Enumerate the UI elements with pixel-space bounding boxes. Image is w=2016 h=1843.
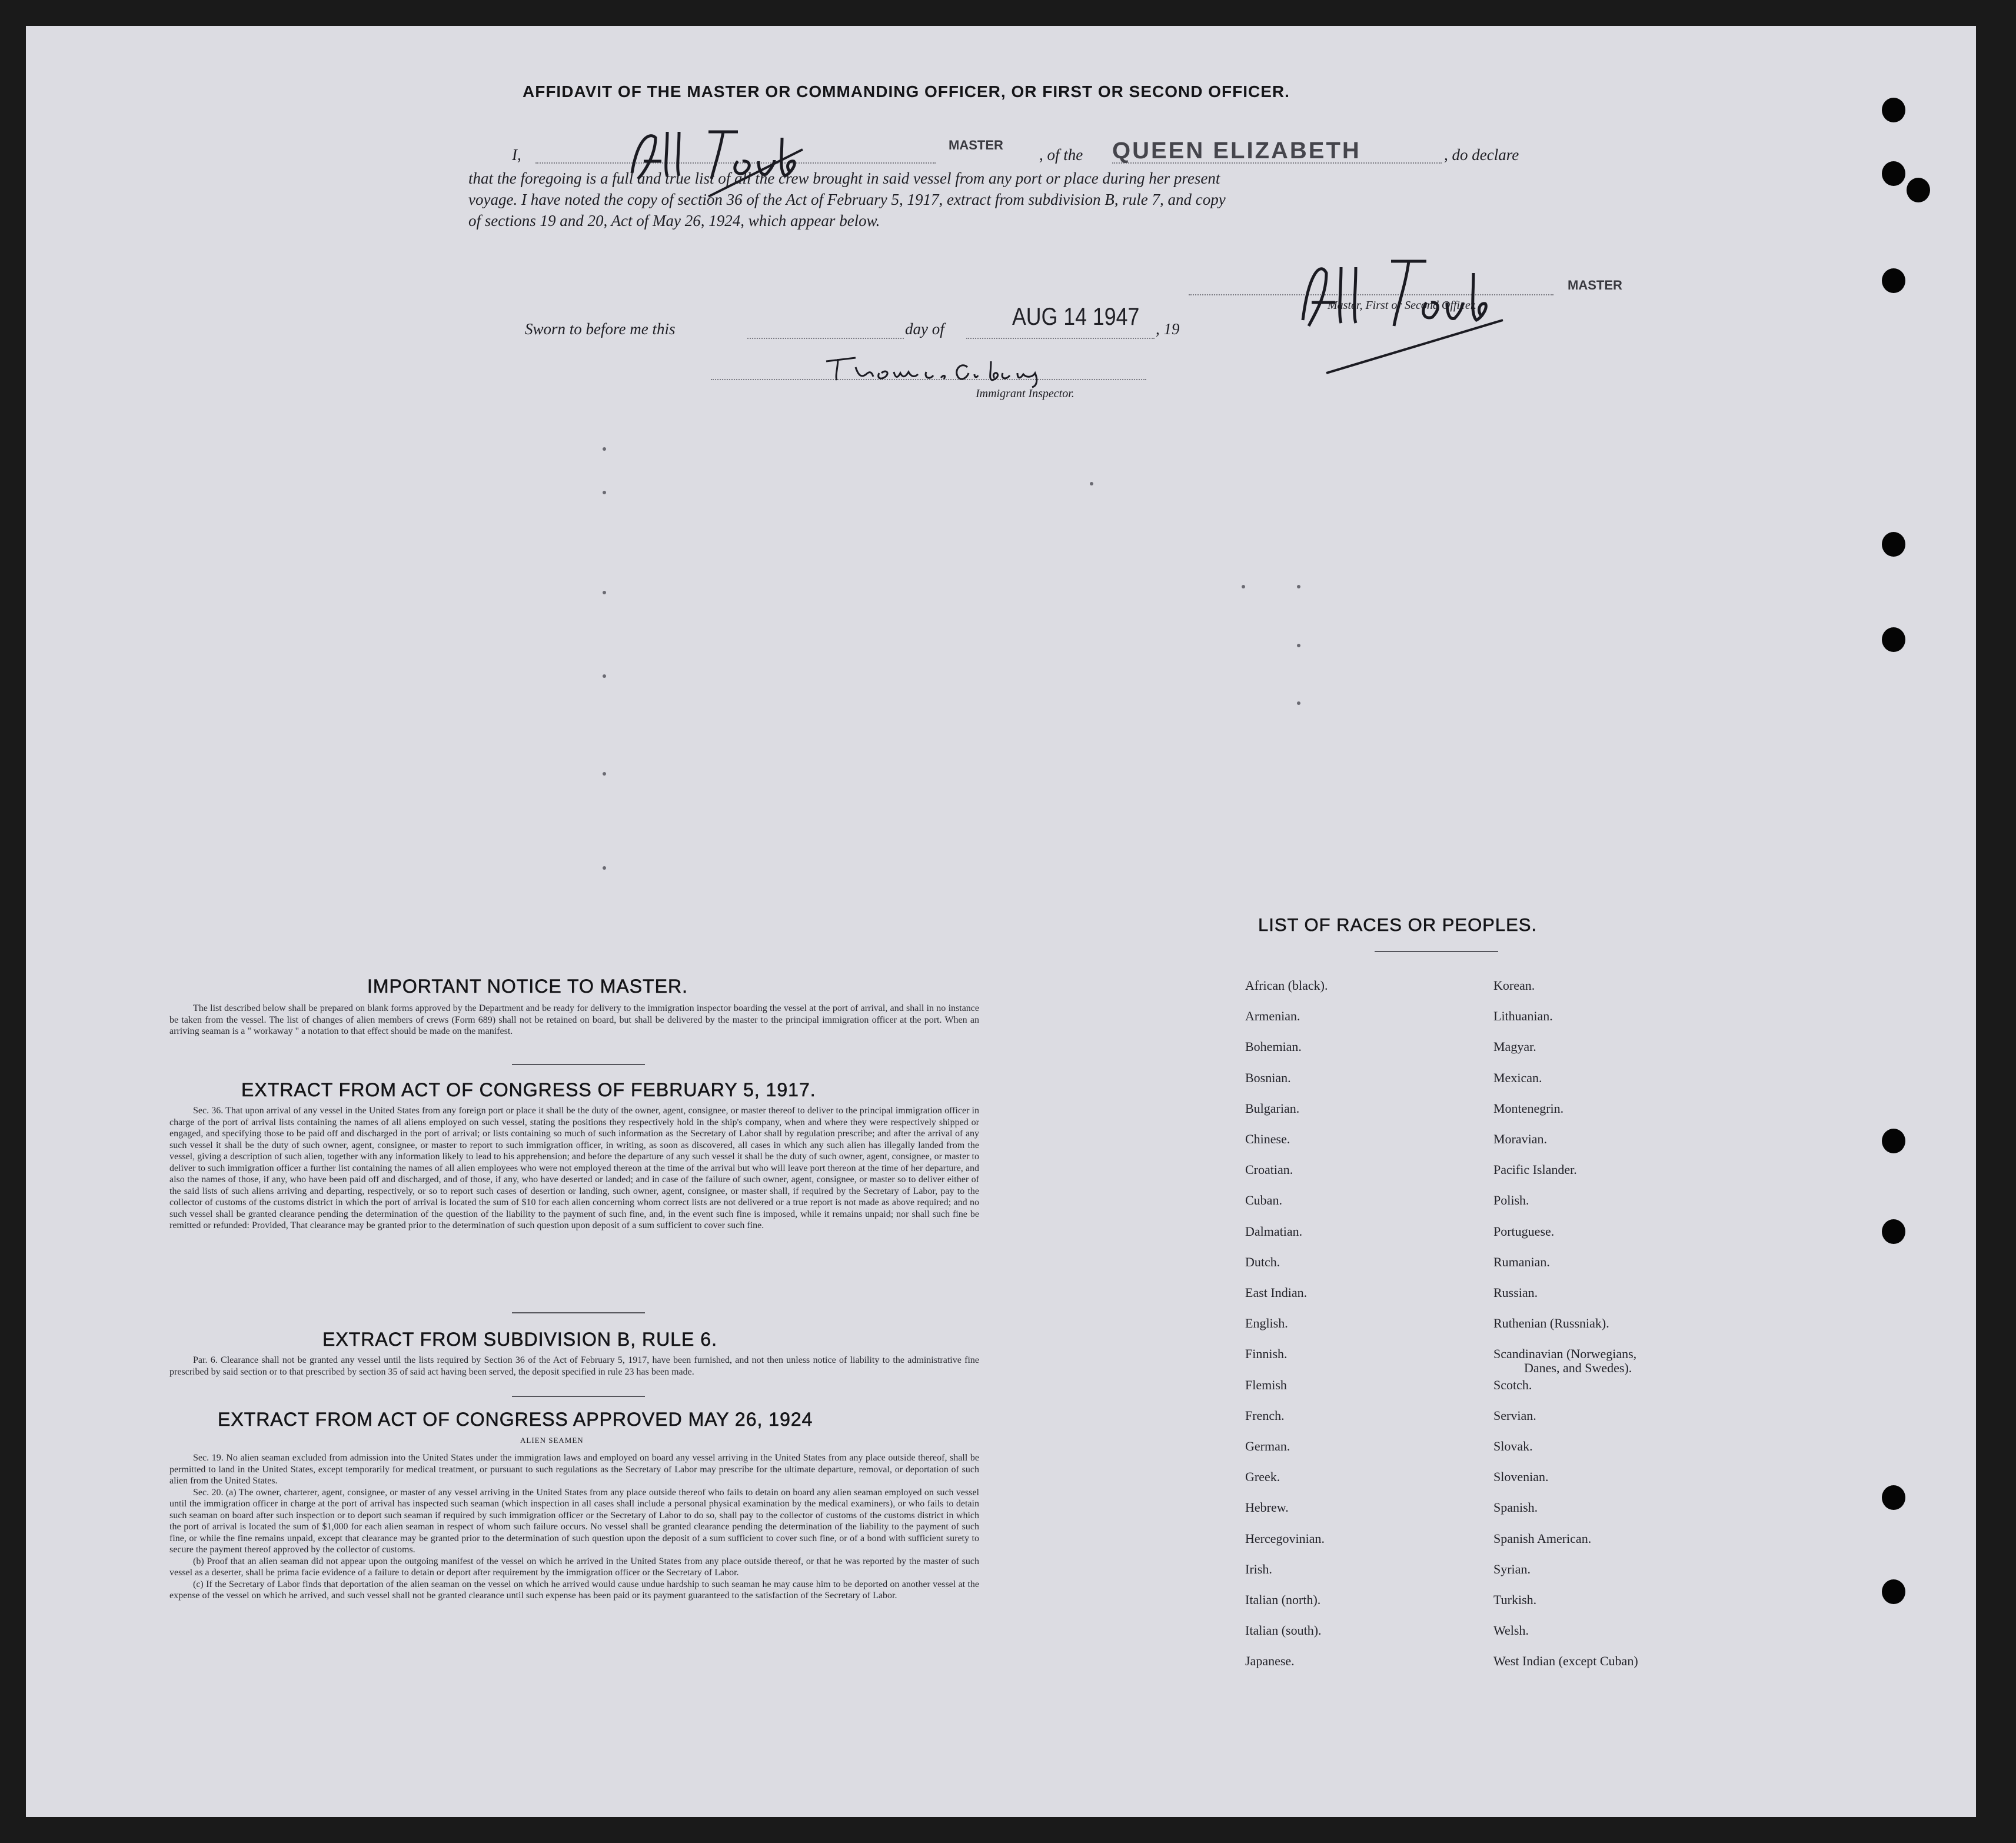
race-item: Servian. bbox=[1493, 1408, 1536, 1423]
punch-hole bbox=[1882, 1485, 1905, 1510]
race-item: Scotch. bbox=[1493, 1377, 1532, 1392]
race-item: Spanish. bbox=[1493, 1500, 1538, 1515]
race-item: Bosnian. bbox=[1245, 1070, 1291, 1085]
race-item: Dalmatian. bbox=[1245, 1223, 1303, 1239]
extract-1924-heading: EXTRACT FROM ACT OF CONGRESS APPROVED MAY 26, 1924 bbox=[218, 1409, 813, 1430]
race-item: German. bbox=[1245, 1439, 1290, 1453]
notice-heading: IMPORTANT NOTICE TO MASTER. bbox=[367, 976, 688, 997]
race-item: Hebrew. bbox=[1245, 1500, 1289, 1515]
document-page bbox=[26, 26, 1976, 1817]
extract-1917-heading: EXTRACT FROM ACT OF CONGRESS OF FEBRUARY 5, 1917. bbox=[241, 1079, 816, 1100]
bleed-mark bbox=[603, 772, 606, 776]
notice-text: The list described below shall be prepared on blank forms approved by the Department and be ready for delivery to the immigration inspector boarding the vessel at the port of arrival, and shall in no instance be taken from the vessel. The list of changes of alien members of crews (Form 689) shall not be retained on board, but shall be delivered by the master to the principal immigration officer at the port. When an arriving seaman is a " workaway " a notation to that effect should be made on the manifest. bbox=[169, 1003, 979, 1036]
race-item: Croatian. bbox=[1245, 1162, 1293, 1177]
punch-hole bbox=[1882, 161, 1905, 186]
vessel-name-stamp: QUEEN ELIZABETH bbox=[1112, 138, 1361, 164]
punch-hole bbox=[1882, 98, 1905, 122]
alien-seamen-subheading: ALIEN SEAMEN bbox=[520, 1436, 584, 1445]
affidavit-line-3: voyage. I have noted the copy of section 36 of the Act of February 5, 1917, extract from subdivision B, rule 7, and copy bbox=[468, 191, 1226, 208]
race-item: Polish. bbox=[1493, 1193, 1529, 1208]
punch-hole bbox=[1882, 1219, 1905, 1244]
officer-caption: Master, First or Second Officer. bbox=[1328, 299, 1477, 312]
affidavit-i: I, bbox=[512, 146, 521, 164]
race-item: West Indian (except Cuban) bbox=[1493, 1654, 1638, 1669]
race-item: Turkish. bbox=[1493, 1592, 1537, 1607]
race-item: Dutch. bbox=[1245, 1254, 1280, 1269]
sworn-month-line bbox=[966, 338, 1155, 339]
bleed-mark bbox=[1242, 585, 1245, 588]
punch-hole bbox=[1907, 178, 1930, 202]
extract-1924-body bbox=[169, 1452, 979, 1602]
race-item: Magyar. bbox=[1493, 1039, 1536, 1054]
bleed-mark bbox=[603, 491, 606, 494]
race-item: Slovenian. bbox=[1493, 1469, 1549, 1485]
divider bbox=[512, 1064, 645, 1065]
race-item: Rumanian. bbox=[1493, 1254, 1550, 1269]
race-item: Bohemian. bbox=[1245, 1039, 1302, 1054]
race-item: French. bbox=[1245, 1408, 1285, 1423]
master-signature-2 bbox=[1279, 238, 1526, 391]
divider bbox=[512, 1396, 645, 1397]
affidavit-line-2: that the foregoing is a full and true list of all the crew brought in said vessel from any port or place during her present bbox=[468, 169, 1220, 187]
affidavit-heading: AFFIDAVIT OF THE MASTER OR COMMANDING OFFICER, OR FIRST OR SECOND OFFICER. bbox=[523, 82, 1290, 101]
punch-hole bbox=[1882, 1129, 1905, 1153]
of-the-text: , of the bbox=[1039, 146, 1083, 164]
race-item: Armenian. bbox=[1245, 1009, 1300, 1024]
section-20b: (b) Proof that an alien seaman did not appear upon the outgoing manifest of the vessel on which he arrived in the United States from any place outside thereof, or that he was reported by the master of such vessel as a deserter, shall be prima facie evidence of a failure to detain or deport after requirement by the immigration officer or the Secretary of Labor. bbox=[169, 1556, 979, 1578]
rule6-heading: EXTRACT FROM SUBDIVISION B, RULE 6. bbox=[322, 1329, 717, 1350]
bleed-mark bbox=[1297, 585, 1300, 588]
race-item: Irish. bbox=[1245, 1561, 1272, 1576]
extract-1917-text: Sec. 36. That upon arrival of any vessel in the United States from any foreign port or place it shall be the duty of the owner, agent, consignee, or master thereof to deliver to the principal immigration officer in charge of the port of arrival lists containing the names of all aliens employed on such vessel, stating the positions they respectively hold in the ship's company, when and where they were respectively shipped or engaged, and specifying those to be paid off and discharged in the port of arrival; or lists containing so much of such information as the Secretary of Labor shall by regulation prescribe; and after the arrival of any such vessel it shall be the duty of such owner, agent, consignee, or master to report to such immigration officer, in writing, as soon as discovered, all cases in which any such alien has illegally landed from the vessel, giving a description of such alien, together with any information likely to lead to his apprehension; and before the departure of any such vessel it shall be the duty of such owner, agent, consignee, or master to deliver to such immigration officer a further list containing the names of all alien employees who were not employed thereon at the time of the arrival but who will leave port thereon at the time of her departure, and also the names of those, if any, who have been paid off and discharged, and of those, if any, who have deserted or landed; and in case of the failure of such owner, agent, consignee, or master so to deliver either of the said lists of such aliens arriving and departing, respectively, or so to report such cases of desertion or landing, such owner, agent, consignee, or master shall, if required by the Secretary of Labor, pay to the collector of customs of the customs district in which the port of arrival is located the sum of $10 for each alien concerning whom correct lists are not delivered or a true report is not made as above required; and no such vessel shall be granted clearance pending the determination of the question of the liability to the payment of such fine, and, in the event such fine is imposed, while it remains unpaid; nor shall such fine be remitted or refunded: Provided, That clearance may be granted prior to the determination of such question upon deposit of a sum sufficient to cover such fine. bbox=[169, 1106, 979, 1230]
divider bbox=[512, 1312, 645, 1313]
race-item: Cuban. bbox=[1245, 1193, 1282, 1208]
do-declare-text: , do declare bbox=[1444, 146, 1519, 164]
race-item: Montenegrin. bbox=[1493, 1100, 1564, 1116]
race-item: Hercegovinian. bbox=[1245, 1531, 1325, 1546]
race-item: Japanese. bbox=[1245, 1654, 1295, 1669]
bleed-mark bbox=[1297, 644, 1300, 647]
master-stamp: MASTER bbox=[949, 138, 1003, 152]
master-stamp-2: MASTER bbox=[1568, 278, 1622, 292]
race-item: Bulgarian. bbox=[1245, 1100, 1300, 1116]
day-of-text: day of bbox=[905, 320, 944, 338]
inspector-signature bbox=[820, 344, 1103, 391]
race-item: Pacific Islander. bbox=[1493, 1162, 1577, 1177]
race-item: African (black). bbox=[1245, 978, 1328, 993]
race-item: Spanish American. bbox=[1493, 1531, 1592, 1546]
race-item: Syrian. bbox=[1493, 1561, 1531, 1576]
affidavit-line-4: of sections 19 and 20, Act of May 26, 1924, which appear below. bbox=[468, 212, 880, 229]
race-item: Moravian. bbox=[1493, 1132, 1548, 1146]
punch-hole bbox=[1882, 1579, 1905, 1604]
race-item: Italian (south). bbox=[1245, 1623, 1322, 1638]
race-item: Korean. bbox=[1493, 978, 1535, 993]
race-item: East Indian. bbox=[1245, 1285, 1308, 1300]
bleed-mark bbox=[1297, 701, 1300, 705]
inspector-caption: Immigrant Inspector. bbox=[976, 387, 1074, 400]
bleed-mark bbox=[603, 447, 606, 451]
sworn-prefix: Sworn to before me this bbox=[525, 320, 676, 338]
race-item: Italian (north). bbox=[1245, 1592, 1321, 1607]
divider bbox=[1375, 951, 1498, 952]
punch-hole bbox=[1882, 627, 1905, 652]
bleed-mark bbox=[1090, 482, 1093, 485]
race-item: Ruthenian (Russniak). bbox=[1493, 1316, 1609, 1331]
sworn-day-line bbox=[747, 338, 904, 339]
section-19: Sec. 19. No alien seaman excluded from admission into the United States under the immigration laws and employed on board any vessel arriving in the United States from any place outside thereof, shall be permitted to land in the United States, except temporarily for medical treatment, or pursuant to such regulations as the Secretary of Labor may prescribe for the ultimate departure, removal, or deportation of such alien from the United States. bbox=[169, 1453, 979, 1486]
rule6-text: Par. 6. Clearance shall not be granted any vessel until the lists required by Section 36 of the Act of February 5, 1917, have been furnished, and not then unless notice of liability to the administrative fine prescribed by said section or to that prescribed by section 35 of said act having been served, the deposit specified in rule 23 has been made. bbox=[169, 1355, 979, 1377]
race-item: Chinese. bbox=[1245, 1132, 1290, 1146]
race-item: Lithuanian. bbox=[1493, 1009, 1553, 1024]
race-item: Russian. bbox=[1493, 1285, 1538, 1300]
year-prefix: , 19 bbox=[1156, 320, 1180, 338]
punch-hole bbox=[1882, 268, 1905, 293]
bleed-mark bbox=[603, 591, 606, 594]
race-item: Mexican. bbox=[1493, 1070, 1542, 1085]
section-20c: (c) If the Secretary of Labor finds that deportation of the alien seaman on the vessel on which he arrived would cause undue hardship to such seaman he may cause him to be deported on another vessel at the expense of the vessel on which he arrived, and such vessel shall not be granted clearance until such expense has been paid or its payment guaranteed to the satisfaction of the Secretary of Labor. bbox=[169, 1579, 979, 1601]
bleed-mark bbox=[603, 866, 606, 870]
race-item: Flemish bbox=[1245, 1377, 1287, 1392]
date-stamp: AUG 14 1947 bbox=[1012, 302, 1140, 330]
races-heading: LIST OF RACES OR PEOPLES. bbox=[1258, 914, 1538, 935]
race-item: Welsh. bbox=[1493, 1623, 1529, 1638]
race-item: Scandinavian (Norwegians, bbox=[1493, 1346, 1637, 1362]
bleed-mark bbox=[603, 674, 606, 678]
race-item: Portuguese. bbox=[1493, 1223, 1555, 1239]
race-item: Finnish. bbox=[1245, 1346, 1288, 1362]
race-item: English. bbox=[1245, 1316, 1288, 1331]
race-item: Greek. bbox=[1245, 1469, 1280, 1485]
punch-hole bbox=[1882, 532, 1905, 557]
race-scandinavian-cont: Danes, and Swedes). bbox=[1524, 1360, 1632, 1375]
race-item: Slovak. bbox=[1493, 1439, 1533, 1453]
section-20a: Sec. 20. (a) The owner, charterer, agent, consignee, or master of any vessel arriving in the United States from any place outside thereof who fails to detain on board any alien seaman employed on such vessel until the immigration officer in charge at the port of arrival has inspected such seaman (which inspection in all cases shall include a personal physical examination by the medical examiners), or who fails to detain such seaman on board after such inspection or to deport such seaman if required by such immigration officer or the Secretary of Labor to do so, shall pay to the collector of customs of the customs district in which the port of arrival is located the sum of $1,000 for each alien seaman in respect of whom such failure occurs. No vessel shall be granted clearance pending the determination of the liability to the payment of such fine, or while the fine remains unpaid, except that clearance may be granted prior to the determination of such question upon the deposit of a sum sufficient to cover such fine, or of a bond with sufficient surety to secure the payment thereof approved by the collector of customs. bbox=[169, 1487, 979, 1555]
